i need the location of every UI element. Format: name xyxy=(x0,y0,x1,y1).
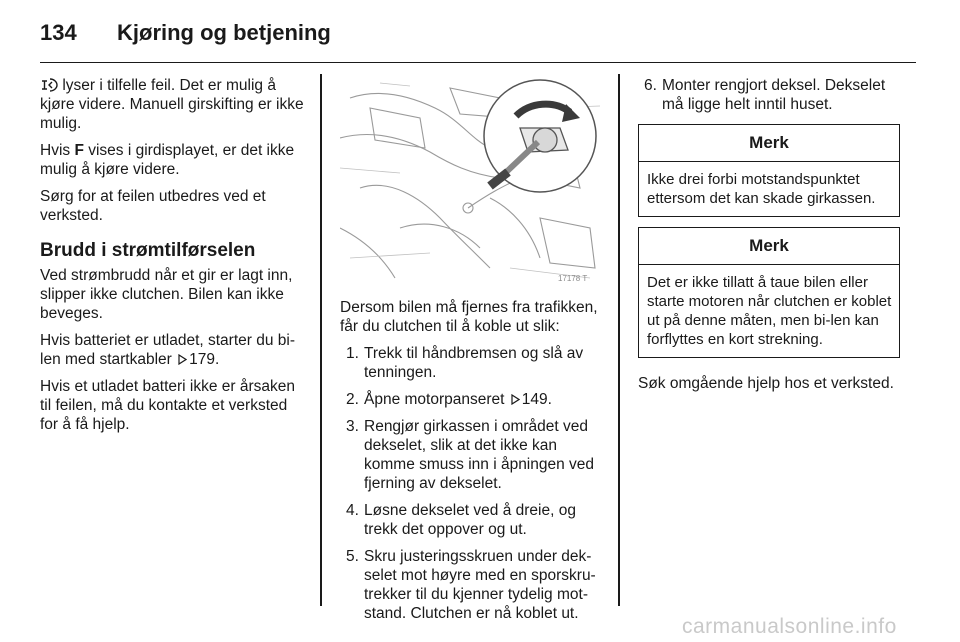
procedure-steps-continued xyxy=(638,76,902,114)
list-item xyxy=(340,417,606,493)
step-text: Rengjør girkassen i området ved dekselet, slik at det ikke kan komme smuss inn i åpningen ved fjerning av dekselet. xyxy=(364,418,595,492)
display-f-letter: F xyxy=(74,142,84,159)
power-failure-paragraph: Ved strømbrudd når et gir er lagt inn, slipper ikke clutchen. Bilen kan ikke beveges. xyxy=(40,267,293,322)
step-number: 6. xyxy=(644,77,657,94)
warning-paragraph xyxy=(40,76,308,133)
step-number: 4. xyxy=(346,502,359,519)
note-body: Ikke drei forbi motstandspunktet ettersom det kan skade girkassen. xyxy=(647,171,876,207)
note-box-2 xyxy=(638,227,900,358)
list-item xyxy=(638,76,902,114)
step-text: Monter rengjort deksel. Dekselet må ligge helt inntil huset. xyxy=(662,77,886,113)
note-title: Merk xyxy=(639,125,899,162)
warning-text: lyser i tilfelle feil. Det er mulig å kjøre videre. Manuell girskifting er ikke mulig. xyxy=(40,77,304,132)
watermark: carmanualsonline.info xyxy=(682,615,897,638)
step-number: 1. xyxy=(346,345,359,362)
step-text: Løsne dekselet ved å dreie, og trekk det oppover og ut. xyxy=(364,502,576,538)
battery-page-ref[interactable]: 179. xyxy=(189,351,220,368)
battery-paragraph xyxy=(40,331,308,369)
right-column xyxy=(638,76,902,401)
step-text: Skru justeringsskruen under dek-selet mot høyre med en sporskru-trekker til du kjenner tydelig mot-stand. Clutchen er nå koblet ut. xyxy=(364,548,596,622)
page-number: 134 xyxy=(40,20,77,45)
list-item xyxy=(340,547,606,623)
battery-text: Hvis batteriet er utladet, starter du bi-len med startkabler xyxy=(40,332,296,368)
gearbox-illustration xyxy=(340,78,604,288)
step-text: Åpne motorpanseret xyxy=(364,391,505,408)
left-column xyxy=(40,76,308,442)
page-header xyxy=(40,18,916,63)
page-title: Kjøring og betjening xyxy=(117,20,331,45)
step-number: 2. xyxy=(346,391,359,408)
illustration-code: 17178 T xyxy=(558,274,588,283)
display-f-rest: vises i girdisplayet, er det ikke mulig å kjøre videre. xyxy=(40,142,295,178)
note-box-1 xyxy=(638,124,900,217)
display-f-prefix: Hvis xyxy=(40,142,71,159)
list-item xyxy=(340,501,606,539)
list-item xyxy=(340,344,606,382)
clutch-warning-icon xyxy=(40,78,58,92)
note-title: Merk xyxy=(639,228,899,265)
column-divider-left xyxy=(320,74,322,606)
step-text: Trekk til håndbremsen og slå av tenningen. xyxy=(364,345,584,381)
hood-page-ref[interactable]: 149. xyxy=(521,391,552,408)
contact-workshop-paragraph: Hvis et utladet batteri ikke er årsaken til feilen, må du kontakte et verksted for å få hjelp. xyxy=(40,378,296,433)
final-advice: Søk omgående hjelp hos et verksted. xyxy=(638,375,894,392)
page-reference-arrow-icon[interactable] xyxy=(178,354,187,365)
procedure-steps xyxy=(340,344,606,623)
procedure-intro: Dersom bilen må fjernes fra trafikken, får du clutchen til å koble ut slik: xyxy=(340,299,598,335)
column-divider-right xyxy=(618,74,620,606)
display-f-paragraph xyxy=(40,141,308,179)
list-item xyxy=(340,390,606,409)
workshop-paragraph: Sørg for at feilen utbedres ved et verksted. xyxy=(40,188,266,224)
step-number: 3. xyxy=(346,418,359,435)
section-heading: Brudd i strømtilførselen xyxy=(40,240,256,261)
middle-column xyxy=(340,298,606,631)
note-body: Det er ikke tillatt å taue bilen eller starte motoren når clutchen er koblet ut på denne måten, men bi-len kan forflyttes en kort strekning. xyxy=(647,274,892,348)
step-number: 5. xyxy=(346,548,359,565)
page-reference-arrow-icon[interactable] xyxy=(511,394,520,405)
